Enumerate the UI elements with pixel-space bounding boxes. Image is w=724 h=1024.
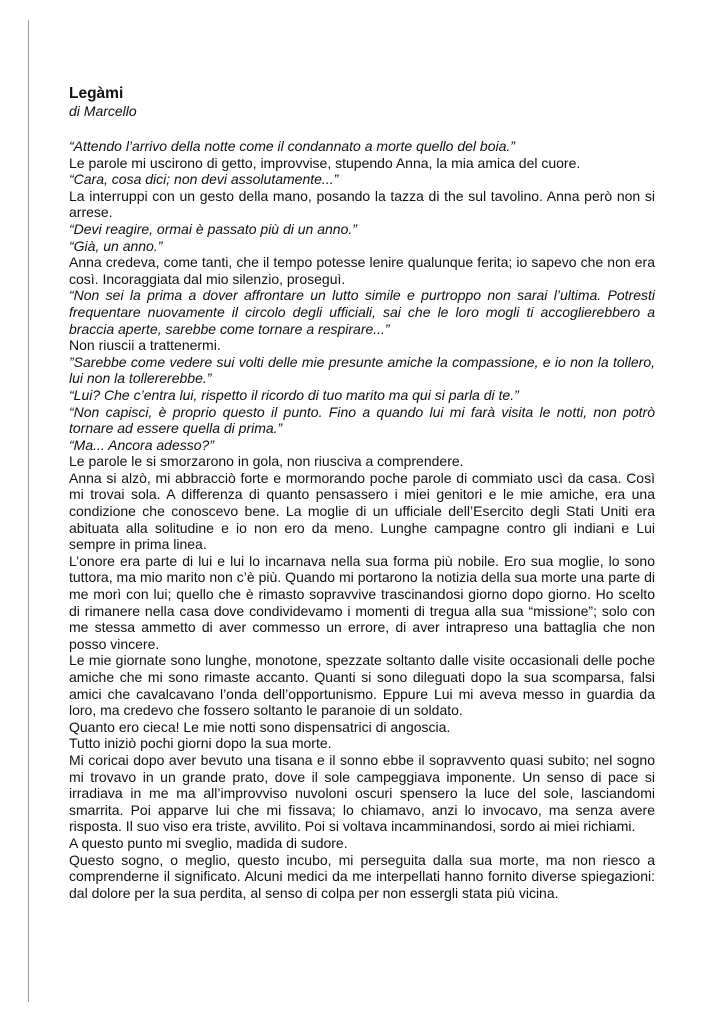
narrative-paragraph: Le mie giornate sono lunghe, monotone, spezzate soltanto dalle visite occasionali delle poche amiche che mi sono rimaste accanto. Quanti si sono dileguati dopo la sua scomparsa, falsi amici che cavalcavano l’onda dell’opportunismo. Eppure Lui mi aveva messo in guardia da loro, ma credevo che fossero soltanto le paranoie di un soldato. bbox=[69, 652, 655, 719]
dialogue-paragraph: “Non capisci, è proprio questo il punto. Fino a quando lui mi farà visita le notti, non potrò tornare ad essere quella di prima.” bbox=[69, 403, 655, 437]
document-body bbox=[69, 138, 655, 901]
margin-rule bbox=[28, 20, 29, 1002]
document-title: Legàmi bbox=[69, 85, 124, 102]
dialogue-paragraph: “Già, un anno.” bbox=[69, 237, 163, 254]
dialogue-paragraph: “Devi reagire, ormai è passato più di un anno.” bbox=[69, 220, 357, 237]
narrative-paragraph: Quanto ero cieca! Le mie notti sono dispensatrici di angoscia. bbox=[69, 718, 451, 735]
narrative-paragraph: Questo sogno, o meglio, questo incubo, mi perseguita dalla sua morte, ma non riesco a comprenderne il significato. Alcuni medici da me interpellati hanno fornito diverse spiegazioni: dal dolore per la sua perdita, al senso di colpa per non essergli stata più vicina. bbox=[69, 851, 655, 901]
dialogue-paragraph: “Lui? Che c’entra lui, rispetto il ricordo di tuo marito ma qui si parla di te.” bbox=[69, 386, 519, 403]
narrative-paragraph: Mi coricai dopo aver bevuto una tisana e il sonno ebbe il sopravvento quasi subito; nel sogno mi trovavo in un grande prato, dove il sole campeggiava imponente. Un senso di pace si irradiava in me ma all’improvviso nuvoloni oscuri spensero la luce del sole, lasciandomi smarrita. Poi apparve lui che mi fissava; lo chiamavo, anzi lo invocavo, ma senza avere risposta. Il suo viso era triste, avvilito. Poi si voltava incamminandosi, sordo ai miei richiami. bbox=[69, 751, 655, 835]
narrative-paragraph: A questo punto mi sveglio, madida di sudore. bbox=[69, 834, 348, 851]
narrative-paragraph: Anna credeva, come tanti, che il tempo potesse lenire qualunque ferita; io sapevo che non era così. Incoraggiata dal mio silenzio, proseguì. bbox=[69, 254, 655, 287]
dialogue-paragraph: ”Sarebbe come vedere sui volti delle mie presunte amiche la compassione, e io non la tollero, lui non la tollererebbe.” bbox=[69, 353, 655, 387]
document-page bbox=[69, 84, 655, 901]
narrative-paragraph: Tutto iniziò pochi giorni dopo la sua morte. bbox=[69, 735, 332, 752]
narrative-paragraph: Le parole mi uscirono di getto, improvvise, stupendo Anna, la mia amica del cuore. bbox=[69, 154, 581, 171]
narrative-paragraph: Non riuscii a trattenermi. bbox=[69, 337, 221, 354]
narrative-paragraph: La interruppi con un gesto della mano, posando la tazza di the sul tavolino. Anna però non si arrese. bbox=[69, 187, 655, 221]
dialogue-paragraph: “Attendo l’arrivo della notte come il condannato a morte quello del boia.” bbox=[69, 138, 515, 154]
narrative-paragraph: L’onore era parte di lui e lui lo incarnava nella sua forma più nobile. Ero sua moglie, lo sono tuttora, ma mio marito non c’è più. Quando mi portarono la notizia della sua morte una parte di me morì con lui; quello che è rimasto sopravvive trascinandosi giorno dopo giorno. Ho scelto di rimanere nella casa dove condividevamo i momenti di tregua alla sua “missione”; solo con me stessa ammetto di aver commesso un errore, di aver intrapreso una battaglia che non posso vincere. bbox=[69, 552, 655, 652]
dialogue-paragraph: “Ma... Ancora adesso?” bbox=[69, 436, 214, 453]
dialogue-paragraph: “Non sei la prima a dover affrontare un lutto simile e purtroppo non sarai l’ultima. Potresti frequentare nuovamente il circolo degli ufficiali, sai che le loro mogli ti accoglierebbero a braccia aperte, sarebbe come tornare a respirare...” bbox=[69, 287, 655, 337]
document-author: di Marcello bbox=[69, 103, 137, 119]
narrative-paragraph: Anna si alzò, mi abbracciò forte e mormorando poche parole di commiato uscì da casa. Così mi trovai sola. A differenza di quanto pensassero i miei genitori e le mie amiche, era una condizione che conoscevo bene. La moglie di un ufficiale dell’Esercito degli Stati Uniti era abituata alla solitudine e io non ero da meno. Lunghe campagne contro gli indiani e Lui sempre in prima linea. bbox=[69, 469, 655, 553]
narrative-paragraph: Le parole le si smorzarono in gola, non riusciva a comprendere. bbox=[69, 453, 464, 470]
dialogue-paragraph: “Cara, cosa dici; non devi assolutamente...” bbox=[69, 171, 339, 188]
